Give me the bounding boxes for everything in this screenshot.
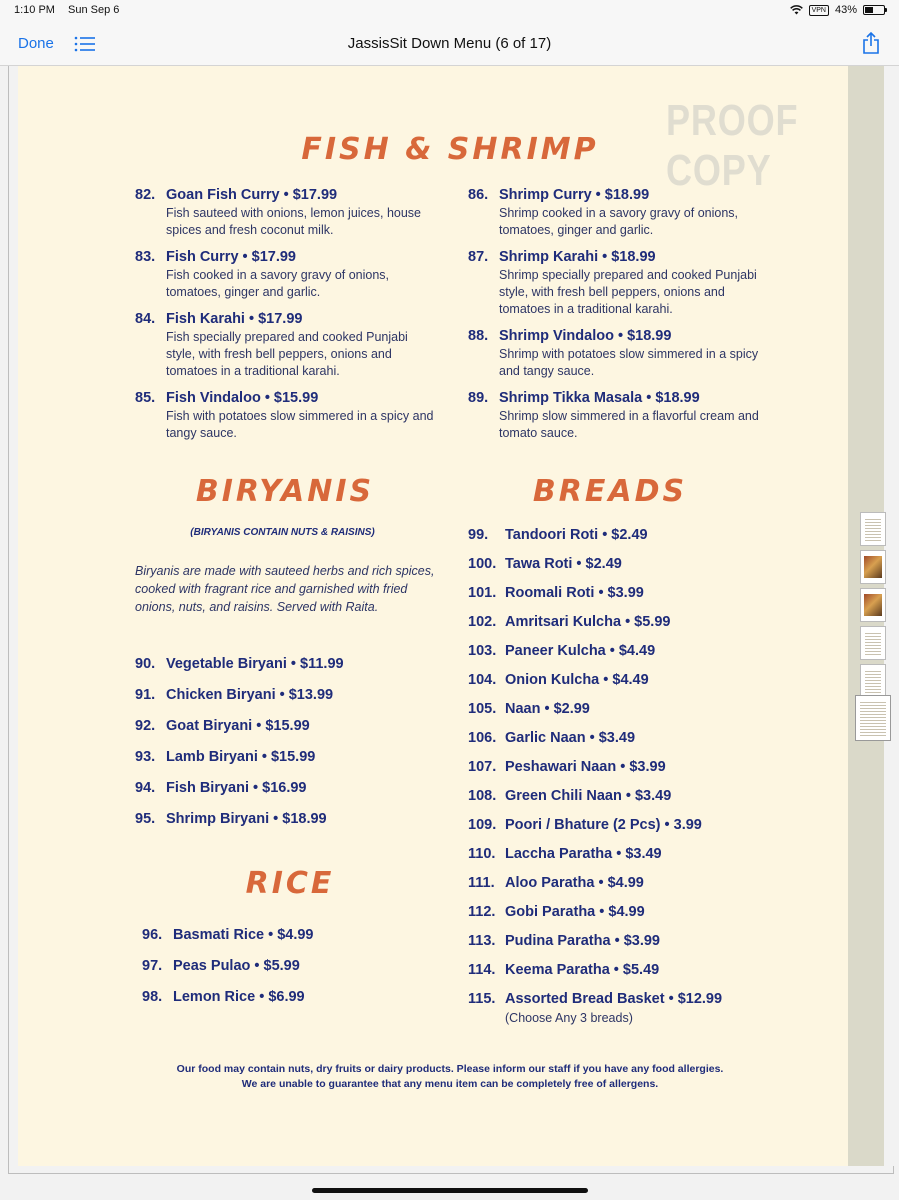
menu-item: 102. Amritsari Kulcha • $5.99 bbox=[468, 614, 671, 630]
proof-watermark: PROOF COPY bbox=[666, 96, 799, 195]
menu-item: 92. Goat Biryani • $15.99 bbox=[135, 718, 310, 734]
menu-item: 96. Basmati Rice • $4.99 bbox=[142, 927, 314, 943]
biryani-note: (BIRYANIS CONTAIN NUTS & RAISINS) bbox=[190, 527, 375, 538]
bread-basket-note: (Choose Any 3 breads) bbox=[505, 1011, 633, 1025]
menu-item: 105. Naan • $2.99 bbox=[468, 701, 590, 717]
menu-item: 90. Vegetable Biryani • $11.99 bbox=[135, 656, 344, 672]
menu-item: 104. Onion Kulcha • $4.49 bbox=[468, 672, 649, 688]
wifi-icon bbox=[790, 5, 803, 15]
menu-item: 86. Shrimp Curry • $18.99 Shrimp cooked in a savory gravy of onions, tomatoes, ginger and garlic. bbox=[468, 187, 739, 237]
section-title-biryanis: BIRYANIS bbox=[195, 474, 375, 509]
menu-item: 83. Fish Curry • $17.99 Fish cooked in a savory gravy of onions, tomatoes, ginger and garlic. bbox=[135, 249, 390, 299]
status-date: Sun Sep 6 bbox=[68, 4, 120, 16]
menu-item: 87. Shrimp Karahi • $18.99 Shrimp specially prepared and cooked Punjabi style, with fresh bell peppers, onions and tomatoes in a traditional karahi. bbox=[468, 249, 757, 316]
menu-item: 84. Fish Karahi • $17.99 Fish specially prepared and cooked Punjabi style, with fresh bell peppers, onions and tomatoes in a traditional karahi. bbox=[135, 311, 408, 378]
menu-item: 88. Shrimp Vindaloo • $18.99 Shrimp with potatoes slow simmered in a spicy and tangy sauce. bbox=[468, 328, 759, 378]
done-button[interactable]: Done bbox=[18, 35, 54, 52]
menu-item: 98. Lemon Rice • $6.99 bbox=[142, 989, 305, 1005]
document-title: JassisSit Down Menu (6 of 17) bbox=[347, 35, 552, 52]
menu-item: 103. Paneer Kulcha • $4.49 bbox=[468, 643, 656, 659]
menu-item: 95. Shrimp Biryani • $18.99 bbox=[135, 811, 327, 827]
share-icon[interactable] bbox=[861, 31, 881, 55]
menu-item: 109. Poori / Bhature (2 Pcs) • 3.99 bbox=[468, 817, 702, 833]
menu-item: 114. Keema Paratha • $5.49 bbox=[468, 962, 660, 978]
page-thumbnail[interactable] bbox=[860, 512, 886, 546]
allergy-line-2: We are unable to guarantee that any menu item can be completely free of allergens. bbox=[241, 1078, 659, 1090]
menu-item: 93. Lamb Biryani • $15.99 bbox=[135, 749, 316, 765]
allergy-disclaimer bbox=[120, 1062, 780, 1092]
status-time: 1:10 PM bbox=[14, 4, 55, 16]
page-thumbnail[interactable] bbox=[860, 626, 886, 660]
section-title-fish-shrimp: FISH & SHRIMP bbox=[301, 132, 599, 167]
page-thumbnail[interactable] bbox=[860, 588, 886, 622]
menu-item: 82. Goan Fish Curry • $17.99 Fish sauteed with onions, lemon juices, house spices and fresh coconut milk. bbox=[135, 187, 422, 237]
menu-item: 113. Pudina Paratha • $3.99 bbox=[468, 933, 660, 949]
page-stack-edge bbox=[8, 1166, 894, 1174]
menu-item: 112. Gobi Paratha • $4.99 bbox=[468, 904, 645, 920]
section-title-rice: RICE bbox=[245, 866, 335, 901]
menu-item: 107. Peshawari Naan • $3.99 bbox=[468, 759, 666, 775]
status-bar bbox=[0, 0, 899, 22]
menu-item: 85. Fish Vindaloo • $15.99 Fish with potatoes slow simmered in a spicy and tangy sauce. bbox=[135, 390, 434, 440]
menu-item: 108. Green Chili Naan • $3.49 bbox=[468, 788, 672, 804]
allergy-line-1: Our food may contain nuts, dry fruits or dairy products. Please inform our staff if you have any food allergies. bbox=[176, 1063, 724, 1075]
battery-icon bbox=[863, 5, 885, 15]
menu-item: 111. Aloo Paratha • $4.99 bbox=[468, 875, 644, 891]
menu-item: 110. Laccha Paratha • $3.49 bbox=[468, 846, 662, 862]
biryani-description: Biryanis are made with sauteed herbs and rich spices, cooked with fragrant rice and garnished with fried onions, nuts, and raisins. Served with Raita. bbox=[135, 564, 435, 614]
home-indicator[interactable] bbox=[312, 1188, 588, 1193]
status-right bbox=[790, 4, 885, 16]
menu-item: 99. Tandoori Roti • $2.49 bbox=[468, 527, 648, 543]
page-edge bbox=[8, 66, 18, 1166]
menu-item: 91. Chicken Biryani • $13.99 bbox=[135, 687, 334, 703]
menu-item: 101. Roomali Roti • $3.99 bbox=[468, 585, 644, 601]
menu-item: 89. Shrimp Tikka Masala • $18.99 Shrimp slow simmered in a flavorful cream and tomato sauce. bbox=[468, 390, 759, 440]
page-thumbnail-current[interactable] bbox=[855, 695, 891, 741]
page-thumbnail[interactable] bbox=[860, 550, 886, 584]
menu-item: 97. Peas Pulao • $5.99 bbox=[142, 958, 300, 974]
section-title-breads: BREADS bbox=[532, 474, 688, 509]
menu-item: 94. Fish Biryani • $16.99 bbox=[135, 780, 307, 796]
nav-bar bbox=[0, 22, 899, 66]
menu-item: 115. Assorted Bread Basket • $12.99 bbox=[468, 991, 723, 1007]
battery-percent: 43% bbox=[834, 4, 857, 16]
menu-item: 106. Garlic Naan • $3.49 bbox=[468, 730, 636, 746]
vpn-badge: VPN bbox=[809, 5, 829, 16]
page-thumbnail[interactable] bbox=[860, 664, 886, 698]
status-left bbox=[14, 4, 129, 16]
menu-item: 100. Tawa Roti • $2.49 bbox=[468, 556, 622, 572]
